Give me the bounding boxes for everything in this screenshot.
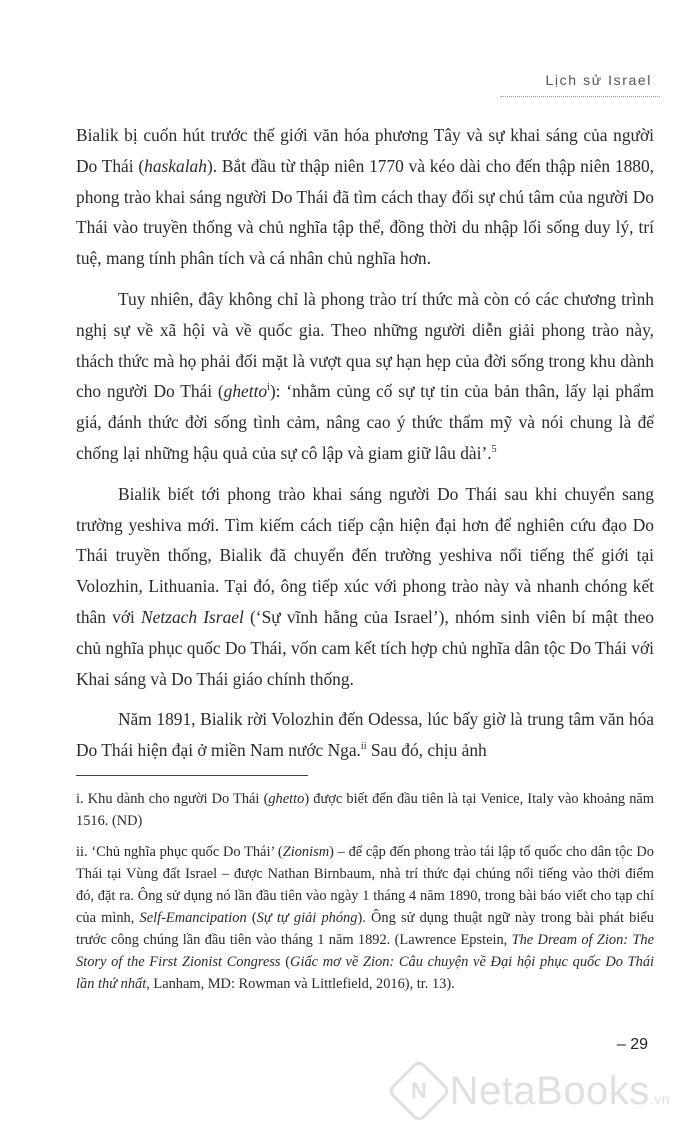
text-run: (: [246, 910, 257, 926]
text-run: (‘Sự vĩnh hằng của Israel’), nhóm sinh viên bí mật theo chủ nghĩa phục quốc Do Thái, vốn cam kết tích hợp chủ nghĩa dân tộc Do Thái với Khai sáng và Do Thái giáo chính thống.: [76, 606, 654, 689]
running-head-rule: [500, 96, 660, 97]
watermark-brand: NetaBooks: [449, 1068, 650, 1113]
italic-term: Zionism: [282, 844, 330, 860]
italic-term: Netzach Israel: [141, 606, 244, 627]
running-head: Lịch sử Israel: [545, 72, 652, 88]
footnotes: [76, 788, 654, 1004]
paragraph-1: [76, 120, 654, 274]
netabooks-logo-icon: [386, 1058, 451, 1123]
watermark-text: [450, 1069, 670, 1114]
italic-term: Giấc mơ về Zion: Câu chuyện về Đại hội phục quốc Do Thái lần thứ nhất: [76, 954, 655, 992]
endnote-marker: 5: [491, 444, 497, 456]
italic-term: The Dream of Zion: The Story of the First Zionist Congress: [76, 932, 654, 970]
text-run: Bialik bị cuốn hút trước thế giới văn hóa phương Tây và sự khai sáng của người Do Thái (: [76, 125, 654, 176]
text-run: ii. ‘Chủ nghĩa phục quốc Do Thái’ (: [76, 844, 283, 860]
text-run: ). Ông sử dụng thuật ngữ này trong bài phát biểu trước công chúng lần đầu tiên vào tháng 1 năm 1892. (Lawrence Epstein,: [76, 910, 654, 948]
logo-letter: N: [410, 1077, 427, 1103]
italic-term: Self-Emancipation: [139, 910, 247, 926]
paragraph-3: [76, 479, 654, 695]
footnote-marker: ii: [360, 741, 367, 753]
footnote-ii: [76, 841, 654, 995]
text-run: ) được biết đến đầu tiên là tại Venice, Italy vào khoảng năm 1516. (ND): [76, 791, 654, 829]
text-run: ): ‘nhằm củng cố sự tự tin của bản thân, lấy lại phẩm giá, đánh thức đời sống tình cảm, nâng cao ý thức thẩm mỹ và nói chung là để chống lại những hậu quả của sự cô lập và giam giữ lâu dài’.: [76, 381, 654, 463]
footnote-i: [76, 788, 654, 832]
footnote-marker: i: [267, 382, 270, 394]
italic-term: ghetto: [223, 381, 268, 402]
italic-term: Sự tự giải phóng: [256, 910, 358, 926]
italic-term: haskalah: [144, 155, 207, 176]
text-run: , Lanham, MD: Rowman và Littlefield, 2016), tr. 13).: [146, 976, 455, 992]
page-number: – 29: [616, 1036, 648, 1053]
text-run: (: [280, 954, 291, 970]
text-run: Năm 1891, Bialik rời Volozhin đến Odessa, lúc bấy giờ là trung tâm văn hóa Do Thái hiện đại ở miền Nam nước Nga.: [76, 709, 654, 761]
body-text: [76, 120, 654, 776]
text-run: i. Khu dành cho người Do Thái (: [76, 791, 269, 807]
paragraph-2: [76, 284, 654, 469]
text-run: Tuy nhiên, đây không chỉ là phong trào trí thức mà còn có các chương trình nghị sự về xã hội và về quốc gia. Theo những người diễn giải phong trào này, thách thức mà họ phải đối mặt là vượt qua sự hạn hẹp của đời sống trong khu dành cho người Do Thái (: [76, 288, 654, 402]
text-run: Sau đó, chịu ảnh: [366, 740, 487, 761]
italic-term: ghetto: [268, 791, 305, 807]
paragraph-4: [76, 704, 654, 766]
text-run: Bialik biết tới phong trào khai sáng người Do Thái sau khi chuyển sang trường yeshiva mới. Tìm kiếm cách tiếp cận hiện đại hơn để nghiên cứu đạo Do Thái truyền thống, Bialik đã chuyển đến trường yeshiva nổi tiếng thế giới tại Volozhin, Lithuania. Tại đó, ông tiếp xúc với phong trào này và nhanh chóng kết thân với: [76, 483, 654, 627]
watermark-logo: [396, 1068, 670, 1114]
footnote-rule: [76, 775, 308, 776]
text-run: ). Bắt đầu từ thập niên 1770 và kéo dài cho đến thập niên 1880, phong trào khai sáng người Do Thái đã tìm cách thay đổi sự chú tâm của người Do Thái vào truyền thống và chủ nghĩa tập thể, đồng thời du nhập lối sống duy lý, trí tuệ, mang tính phân tích và cá nhân chủ nghĩa hơn.: [76, 155, 655, 269]
watermark-domain: .vn: [649, 1090, 670, 1107]
text-run: ) – để cập đến phong trào tái lập tổ quốc cho dân tộc Do Thái tại Vùng đất Israel – được Nathan Birnbaum, nhà trí thức đại chúng nổi tiếng vào thời điểm đó, đặt ra. Ông sử dụng nó lần đầu tiên vào ngày 1 tháng 4 năm 1890, trong bài báo viết cho tạp chí của mình,: [76, 844, 654, 926]
